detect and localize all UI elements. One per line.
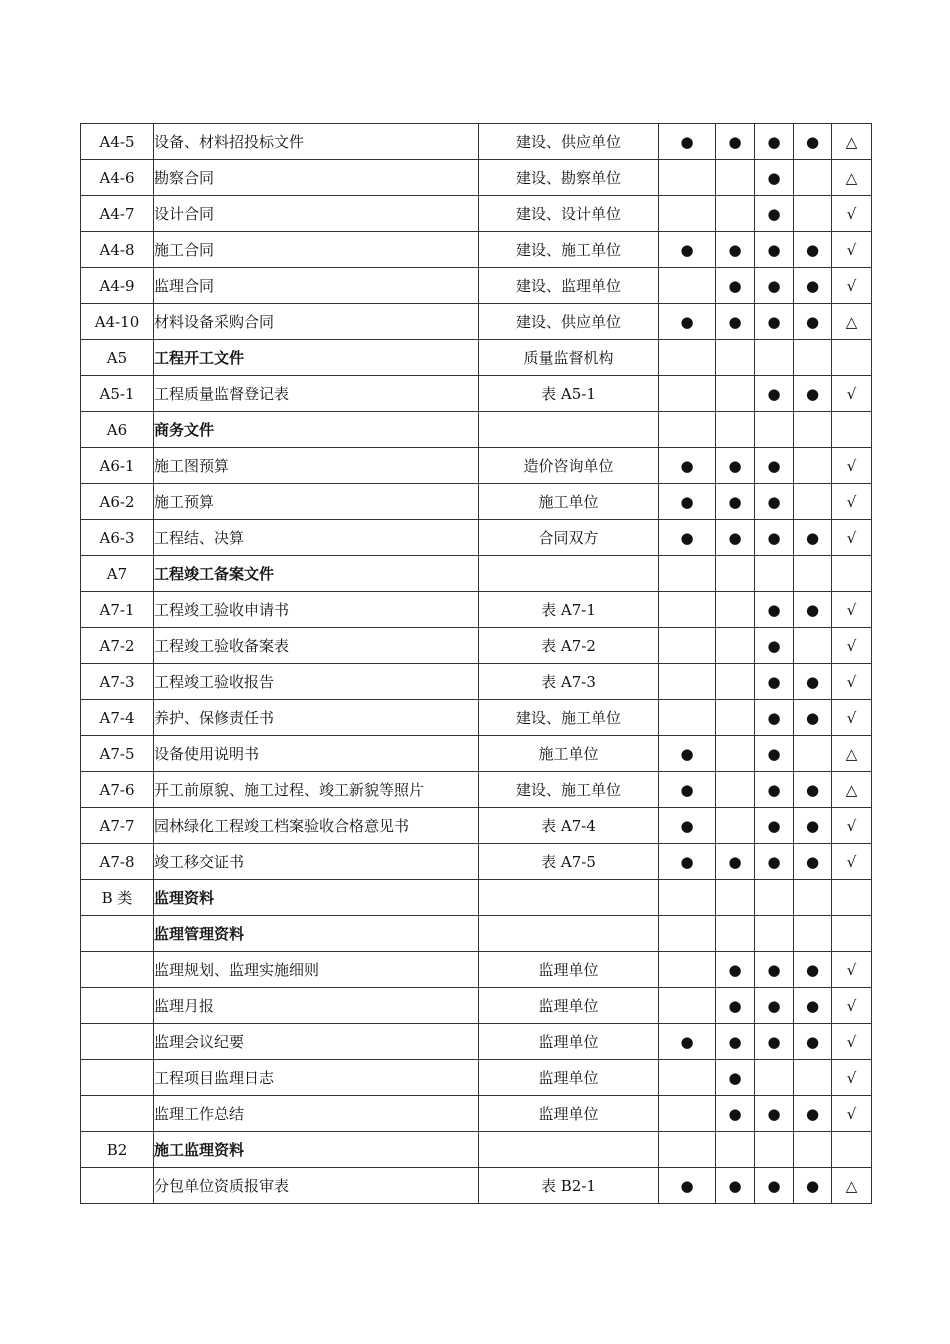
archive-mark-cell-2 <box>716 160 755 196</box>
source-unit-cell: 监理单位 <box>479 952 659 988</box>
archive-mark-cell-3: ● <box>755 736 794 772</box>
archive-mark-cell-2 <box>716 772 755 808</box>
item-code-cell: A5 <box>81 340 154 376</box>
archive-mark-cell-2: ● <box>716 1168 755 1204</box>
archive-mark-cell-3: ● <box>755 628 794 664</box>
retention-flag-cell: √ <box>832 700 872 736</box>
archive-mark-cell-4: ● <box>794 700 832 736</box>
item-code-cell: A4-6 <box>81 160 154 196</box>
table-row <box>81 268 872 304</box>
item-name-cell: 工程结、决算 <box>154 520 479 556</box>
table-row <box>81 952 872 988</box>
archive-mark-cell-1 <box>659 1060 716 1096</box>
retention-flag-cell: √ <box>832 520 872 556</box>
table-body <box>81 124 872 1204</box>
item-name-cell: 监理合同 <box>154 268 479 304</box>
retention-flag-cell: △ <box>832 1168 872 1204</box>
archive-mark-cell-2: ● <box>716 268 755 304</box>
retention-flag-cell: √ <box>832 1096 872 1132</box>
archive-mark-cell-4: ● <box>794 232 832 268</box>
source-unit-cell: 建设、设计单位 <box>479 196 659 232</box>
source-unit-cell <box>479 916 659 952</box>
archive-mark-cell-3: ● <box>755 232 794 268</box>
archive-mark-cell-4 <box>794 448 832 484</box>
item-code-cell: A7-6 <box>81 772 154 808</box>
archive-mark-cell-4: ● <box>794 376 832 412</box>
archive-mark-cell-4 <box>794 1132 832 1168</box>
archive-mark-cell-3: ● <box>755 952 794 988</box>
archive-mark-cell-2 <box>716 700 755 736</box>
item-code-cell: A7-8 <box>81 844 154 880</box>
archive-mark-cell-4 <box>794 628 832 664</box>
retention-flag-cell: △ <box>832 304 872 340</box>
archive-mark-cell-3 <box>755 880 794 916</box>
table-row <box>81 664 872 700</box>
archive-mark-cell-3: ● <box>755 124 794 160</box>
retention-flag-cell <box>832 1132 872 1168</box>
archive-mark-cell-2: ● <box>716 232 755 268</box>
source-unit-cell: 建设、供应单位 <box>479 124 659 160</box>
item-name-cell: 施工图预算 <box>154 448 479 484</box>
source-unit-cell: 合同双方 <box>479 520 659 556</box>
table-row <box>81 592 872 628</box>
item-name-cell: 设计合同 <box>154 196 479 232</box>
archive-mark-cell-1 <box>659 196 716 232</box>
retention-flag-cell: △ <box>832 160 872 196</box>
source-unit-cell: 表 A7-1 <box>479 592 659 628</box>
table-row <box>81 412 872 448</box>
archive-mark-cell-3: ● <box>755 160 794 196</box>
item-code-cell: A4-7 <box>81 196 154 232</box>
table-row <box>81 376 872 412</box>
section-title-cell: 施工监理资料 <box>154 1132 479 1168</box>
archive-mark-cell-2 <box>716 808 755 844</box>
table-row <box>81 700 872 736</box>
archive-mark-cell-4: ● <box>794 304 832 340</box>
item-code-cell: A7-2 <box>81 628 154 664</box>
table-row <box>81 304 872 340</box>
item-code-cell: A4-10 <box>81 304 154 340</box>
table-row <box>81 340 872 376</box>
item-name-cell: 监理月报 <box>154 988 479 1024</box>
archive-mark-cell-1: ● <box>659 484 716 520</box>
table-row <box>81 232 872 268</box>
archive-mark-cell-3: ● <box>755 484 794 520</box>
retention-flag-cell: √ <box>832 952 872 988</box>
archive-mark-cell-3: ● <box>755 700 794 736</box>
archive-mark-cell-2: ● <box>716 520 755 556</box>
archive-mark-cell-4 <box>794 340 832 376</box>
archive-mark-cell-1 <box>659 340 716 376</box>
archive-mark-cell-1: ● <box>659 844 716 880</box>
archive-mark-cell-1 <box>659 268 716 304</box>
archive-mark-cell-2 <box>716 736 755 772</box>
table-row <box>81 628 872 664</box>
source-unit-cell: 建设、监理单位 <box>479 268 659 304</box>
item-name-cell: 分包单位资质报审表 <box>154 1168 479 1204</box>
archive-mark-cell-3: ● <box>755 268 794 304</box>
section-title-cell: 工程开工文件 <box>154 340 479 376</box>
archive-mark-cell-3 <box>755 340 794 376</box>
archive-mark-cell-4: ● <box>794 664 832 700</box>
archive-mark-cell-2 <box>716 340 755 376</box>
item-code-cell: A7-7 <box>81 808 154 844</box>
archive-mark-cell-1 <box>659 916 716 952</box>
archive-mark-cell-4 <box>794 916 832 952</box>
retention-flag-cell: √ <box>832 988 872 1024</box>
section-title-cell: 工程竣工备案文件 <box>154 556 479 592</box>
table-row <box>81 880 872 916</box>
retention-flag-cell <box>832 412 872 448</box>
source-unit-cell: 监理单位 <box>479 1024 659 1060</box>
item-name-cell: 监理工作总结 <box>154 1096 479 1132</box>
source-unit-cell <box>479 412 659 448</box>
archive-mark-cell-4: ● <box>794 988 832 1024</box>
archive-mark-cell-2 <box>716 412 755 448</box>
archive-mark-cell-3 <box>755 916 794 952</box>
source-unit-cell: 施工单位 <box>479 736 659 772</box>
item-code-cell: A6 <box>81 412 154 448</box>
item-code-cell: A5-1 <box>81 376 154 412</box>
source-unit-cell: 监理单位 <box>479 1060 659 1096</box>
archive-mark-cell-1: ● <box>659 1168 716 1204</box>
retention-flag-cell <box>832 556 872 592</box>
retention-flag-cell: √ <box>832 1024 872 1060</box>
retention-flag-cell: √ <box>832 664 872 700</box>
archive-mark-cell-2 <box>716 880 755 916</box>
item-name-cell: 竣工移交证书 <box>154 844 479 880</box>
archive-mark-cell-2 <box>716 196 755 232</box>
archive-mark-cell-3: ● <box>755 304 794 340</box>
archive-mark-cell-4: ● <box>794 520 832 556</box>
archive-mark-cell-1 <box>659 988 716 1024</box>
archive-mark-cell-4: ● <box>794 1096 832 1132</box>
archive-mark-cell-4: ● <box>794 844 832 880</box>
retention-flag-cell <box>832 880 872 916</box>
archive-mark-cell-1 <box>659 1132 716 1168</box>
item-code-cell: A4-5 <box>81 124 154 160</box>
archive-mark-cell-1 <box>659 412 716 448</box>
item-name-cell: 工程竣工验收备案表 <box>154 628 479 664</box>
archive-mark-cell-1 <box>659 700 716 736</box>
item-code-cell: A7 <box>81 556 154 592</box>
source-unit-cell <box>479 880 659 916</box>
table-row <box>81 484 872 520</box>
archive-mark-cell-1 <box>659 628 716 664</box>
source-unit-cell: 表 B2-1 <box>479 1168 659 1204</box>
source-unit-cell <box>479 1132 659 1168</box>
archive-mark-cell-2: ● <box>716 844 755 880</box>
item-name-cell: 园林绿化工程竣工档案验收合格意见书 <box>154 808 479 844</box>
archive-mark-cell-4 <box>794 556 832 592</box>
archive-mark-cell-3: ● <box>755 1168 794 1204</box>
retention-flag-cell: √ <box>832 268 872 304</box>
retention-flag-cell: √ <box>832 808 872 844</box>
archive-table <box>80 123 872 1204</box>
item-name-cell: 开工前原貌、施工过程、竣工新貌等照片 <box>154 772 479 808</box>
archive-mark-cell-2: ● <box>716 1060 755 1096</box>
item-name-cell: 监理会议纪要 <box>154 1024 479 1060</box>
retention-flag-cell: △ <box>832 772 872 808</box>
archive-mark-cell-3: ● <box>755 592 794 628</box>
table-row <box>81 772 872 808</box>
section-title-cell: 监理管理资料 <box>154 916 479 952</box>
archive-mark-cell-1: ● <box>659 304 716 340</box>
source-unit-cell: 质量监督机构 <box>479 340 659 376</box>
archive-mark-cell-3: ● <box>755 844 794 880</box>
retention-flag-cell: √ <box>832 844 872 880</box>
source-unit-cell: 造价咨询单位 <box>479 448 659 484</box>
archive-mark-cell-3: ● <box>755 376 794 412</box>
archive-mark-cell-4: ● <box>794 1024 832 1060</box>
item-name-cell: 设备、材料招投标文件 <box>154 124 479 160</box>
item-name-cell: 工程竣工验收报告 <box>154 664 479 700</box>
item-code-cell <box>81 988 154 1024</box>
archive-mark-cell-1: ● <box>659 124 716 160</box>
item-code-cell: A7-3 <box>81 664 154 700</box>
table-row <box>81 1060 872 1096</box>
item-name-cell: 施工合同 <box>154 232 479 268</box>
item-name-cell: 养护、保修责任书 <box>154 700 479 736</box>
source-unit-cell: 监理单位 <box>479 1096 659 1132</box>
retention-flag-cell: √ <box>832 592 872 628</box>
archive-mark-cell-4: ● <box>794 772 832 808</box>
source-unit-cell: 表 A7-2 <box>479 628 659 664</box>
archive-mark-cell-3: ● <box>755 520 794 556</box>
archive-mark-cell-2 <box>716 376 755 412</box>
archive-mark-cell-1: ● <box>659 736 716 772</box>
table-row <box>81 124 872 160</box>
item-name-cell: 工程竣工验收申请书 <box>154 592 479 628</box>
source-unit-cell: 建设、施工单位 <box>479 700 659 736</box>
archive-mark-cell-3: ● <box>755 808 794 844</box>
item-name-cell: 设备使用说明书 <box>154 736 479 772</box>
retention-flag-cell: √ <box>832 628 872 664</box>
archive-mark-cell-3 <box>755 1060 794 1096</box>
item-code-cell <box>81 1168 154 1204</box>
table-row <box>81 1024 872 1060</box>
table-row <box>81 556 872 592</box>
retention-flag-cell <box>832 340 872 376</box>
archive-mark-cell-2: ● <box>716 988 755 1024</box>
item-code-cell <box>81 1096 154 1132</box>
retention-flag-cell: √ <box>832 448 872 484</box>
retention-flag-cell: √ <box>832 232 872 268</box>
item-code-cell: A6-2 <box>81 484 154 520</box>
table-row <box>81 1132 872 1168</box>
retention-flag-cell: √ <box>832 484 872 520</box>
table-row <box>81 808 872 844</box>
archive-mark-cell-2 <box>716 592 755 628</box>
item-code-cell: A4-9 <box>81 268 154 304</box>
archive-mark-cell-3: ● <box>755 1024 794 1060</box>
archive-mark-cell-1 <box>659 664 716 700</box>
source-unit-cell <box>479 556 659 592</box>
archive-mark-cell-4 <box>794 1060 832 1096</box>
archive-mark-cell-1: ● <box>659 772 716 808</box>
source-unit-cell: 表 A7-5 <box>479 844 659 880</box>
archive-mark-cell-4 <box>794 160 832 196</box>
archive-mark-cell-4 <box>794 736 832 772</box>
archive-mark-cell-2 <box>716 916 755 952</box>
item-code-cell: A6-1 <box>81 448 154 484</box>
archive-mark-cell-1 <box>659 952 716 988</box>
table-row <box>81 844 872 880</box>
archive-mark-cell-4: ● <box>794 952 832 988</box>
item-name-cell: 勘察合同 <box>154 160 479 196</box>
item-code-cell: B2 <box>81 1132 154 1168</box>
archive-mark-cell-3: ● <box>755 772 794 808</box>
archive-mark-cell-4: ● <box>794 268 832 304</box>
archive-mark-cell-2: ● <box>716 304 755 340</box>
item-code-cell: A7-1 <box>81 592 154 628</box>
archive-mark-cell-2: ● <box>716 1096 755 1132</box>
retention-flag-cell: △ <box>832 736 872 772</box>
archive-mark-cell-1 <box>659 556 716 592</box>
table-row <box>81 1168 872 1204</box>
archive-mark-cell-1 <box>659 880 716 916</box>
item-code-cell <box>81 1060 154 1096</box>
archive-mark-cell-1: ● <box>659 232 716 268</box>
item-name-cell: 工程质量监督登记表 <box>154 376 479 412</box>
source-unit-cell: 表 A7-3 <box>479 664 659 700</box>
archive-mark-cell-1 <box>659 376 716 412</box>
table-row <box>81 160 872 196</box>
archive-mark-cell-3: ● <box>755 448 794 484</box>
retention-flag-cell: √ <box>832 196 872 232</box>
item-code-cell: A6-3 <box>81 520 154 556</box>
item-code-cell: A7-5 <box>81 736 154 772</box>
archive-mark-cell-4: ● <box>794 592 832 628</box>
retention-flag-cell: √ <box>832 1060 872 1096</box>
source-unit-cell: 建设、施工单位 <box>479 232 659 268</box>
archive-mark-cell-4 <box>794 196 832 232</box>
item-code-cell: A7-4 <box>81 700 154 736</box>
source-unit-cell: 表 A5-1 <box>479 376 659 412</box>
item-name-cell: 监理规划、监理实施细则 <box>154 952 479 988</box>
table-row <box>81 736 872 772</box>
item-name-cell: 工程项目监理日志 <box>154 1060 479 1096</box>
table-row <box>81 1096 872 1132</box>
archive-mark-cell-2 <box>716 1132 755 1168</box>
archive-mark-cell-4 <box>794 880 832 916</box>
archive-mark-cell-2 <box>716 556 755 592</box>
item-name-cell: 材料设备采购合同 <box>154 304 479 340</box>
archive-mark-cell-3 <box>755 412 794 448</box>
archive-mark-cell-2: ● <box>716 484 755 520</box>
section-title-cell: 监理资料 <box>154 880 479 916</box>
archive-mark-cell-3: ● <box>755 1096 794 1132</box>
source-unit-cell: 表 A7-4 <box>479 808 659 844</box>
table-row <box>81 916 872 952</box>
item-code-cell: B 类 <box>81 880 154 916</box>
retention-flag-cell: △ <box>832 124 872 160</box>
archive-mark-cell-3 <box>755 556 794 592</box>
source-unit-cell: 监理单位 <box>479 988 659 1024</box>
archive-mark-cell-4: ● <box>794 124 832 160</box>
archive-mark-cell-4: ● <box>794 1168 832 1204</box>
archive-mark-cell-3: ● <box>755 196 794 232</box>
archive-mark-cell-2: ● <box>716 448 755 484</box>
archive-mark-cell-1: ● <box>659 1024 716 1060</box>
archive-mark-cell-2: ● <box>716 124 755 160</box>
archive-mark-cell-1: ● <box>659 448 716 484</box>
table-row <box>81 196 872 232</box>
archive-mark-cell-2: ● <box>716 1024 755 1060</box>
archive-mark-cell-3: ● <box>755 664 794 700</box>
archive-mark-cell-4: ● <box>794 808 832 844</box>
source-unit-cell: 施工单位 <box>479 484 659 520</box>
archive-mark-cell-2: ● <box>716 952 755 988</box>
table-row <box>81 448 872 484</box>
item-code-cell <box>81 952 154 988</box>
archive-mark-cell-1: ● <box>659 808 716 844</box>
item-code-cell <box>81 1024 154 1060</box>
archive-mark-cell-1: ● <box>659 520 716 556</box>
archive-mark-cell-4 <box>794 484 832 520</box>
archive-mark-cell-3 <box>755 1132 794 1168</box>
item-code-cell <box>81 916 154 952</box>
section-title-cell: 商务文件 <box>154 412 479 448</box>
archive-mark-cell-2 <box>716 628 755 664</box>
archive-mark-cell-4 <box>794 412 832 448</box>
retention-flag-cell: √ <box>832 376 872 412</box>
item-name-cell: 施工预算 <box>154 484 479 520</box>
source-unit-cell: 建设、供应单位 <box>479 304 659 340</box>
item-code-cell: A4-8 <box>81 232 154 268</box>
source-unit-cell: 建设、施工单位 <box>479 772 659 808</box>
source-unit-cell: 建设、勘察单位 <box>479 160 659 196</box>
table-row <box>81 520 872 556</box>
table-row <box>81 988 872 1024</box>
archive-mark-cell-1 <box>659 592 716 628</box>
retention-flag-cell <box>832 916 872 952</box>
archive-mark-cell-1 <box>659 1096 716 1132</box>
archive-mark-cell-1 <box>659 160 716 196</box>
archive-mark-cell-2 <box>716 664 755 700</box>
archive-mark-cell-3: ● <box>755 988 794 1024</box>
